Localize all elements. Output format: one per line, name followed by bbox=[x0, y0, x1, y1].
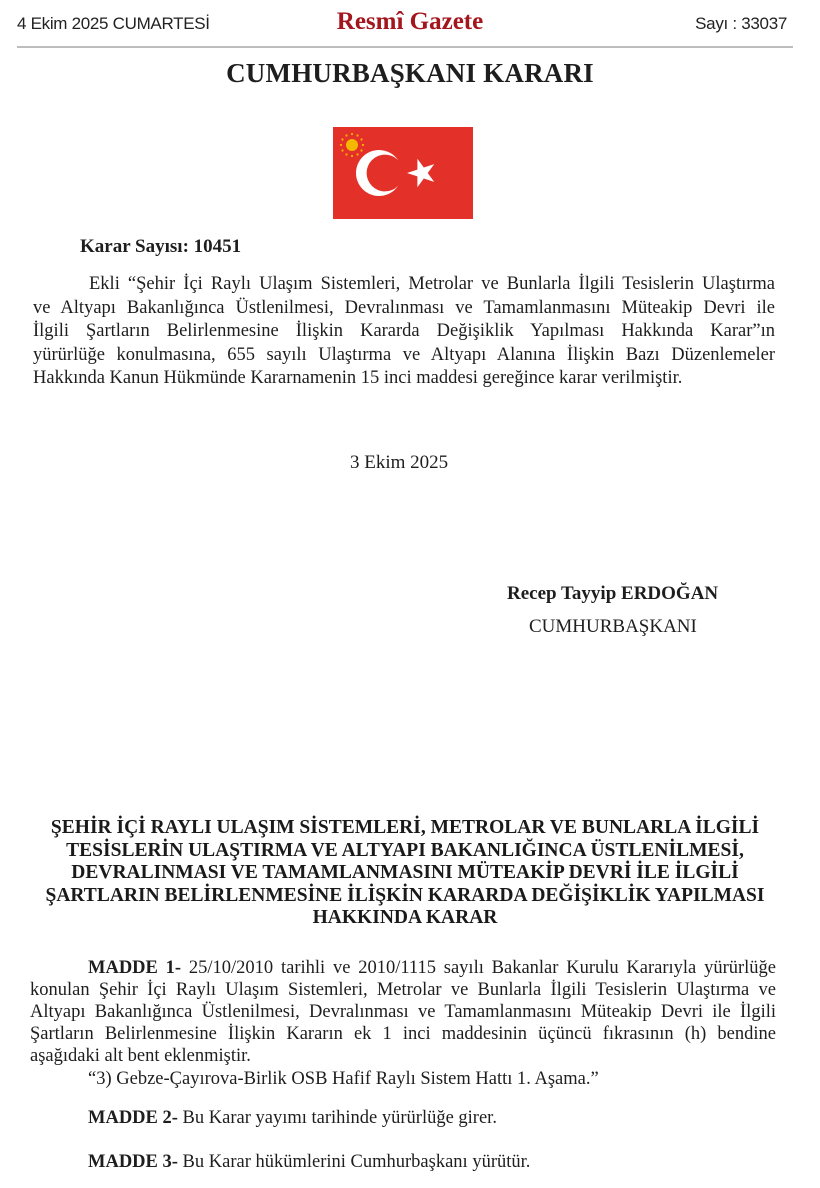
article-line: konulan Şehir İçi Raylı Ulaşım Sistemleri, Metrolar ve Bunlarla İlgili Tesislerin Ulaştırma ve bbox=[30, 980, 776, 1000]
article-3 bbox=[88, 1152, 530, 1173]
heading-line: TESİSLERİN ULAŞTIRMA VE ALTYAPI BAKANLIĞINCA ÜSTLENİLMESİ, bbox=[66, 839, 744, 861]
turkish-presidential-flag-icon bbox=[333, 127, 473, 219]
paragraph-line: yürürlüğe konulmasına, 655 sayılı Ulaştırma ve Altyapı Alanına İlişkin Bazı Düzenlemeler bbox=[33, 344, 775, 365]
article-label: MADDE 2- bbox=[88, 1108, 178, 1128]
header-divider bbox=[17, 46, 793, 48]
issue-number: Sayı : 33037 bbox=[695, 14, 787, 33]
paragraph-line: Ekli “Şehir İçi Raylı Ulaşım Sistemleri, Metrolar ve Bunlarla İlgili Tesislerin Ulaştırma bbox=[89, 274, 775, 294]
page-title: CUMHURBAŞKANI KARARI bbox=[226, 58, 594, 88]
article-text: Bu Karar hükümlerini Cumhurbaşkanı yürütür. bbox=[177, 1152, 531, 1172]
annex-heading bbox=[30, 817, 780, 930]
article-line bbox=[30, 957, 776, 979]
article-line: Altyapı Bakanlığınca Üstlenilmesi, Devralınması ve Tamamlanmasını Müteakip Devri ile İlgili bbox=[30, 1002, 776, 1022]
paragraph-line: ve Altyapı Bakanlığınca Üstlenilmesi, Devralınması ve Tamamlanmasını Müteakip Devri ile bbox=[33, 297, 775, 318]
heading-line: DEVRALINMASI VE TAMAMLANMASINI MÜTEAKİP DEVRİ İLE İLGİLİ bbox=[71, 862, 739, 883]
gazette-date: 4 Ekim 2025 CUMARTESİ bbox=[17, 14, 210, 33]
gazette-title: Resmî Gazete bbox=[336, 8, 484, 35]
article-line: Şartların Belirlenmesine İlişkin Kararın ek 1 inci maddesinin üçüncü fıkrasının (h) bendine bbox=[30, 1024, 776, 1044]
heading-line: ŞEHİR İÇİ RAYLI ULAŞIM SİSTEMLERİ, METROLAR VE BUNLARLA İLGİLİ bbox=[50, 817, 760, 838]
article-text: 25/10/2010 tarihli ve 2010/1115 sayılı Bakanlar Kurulu Kararıyla yürürlüğe bbox=[181, 958, 776, 978]
heading-line: HAKKINDA KARAR bbox=[312, 907, 498, 928]
article-1 bbox=[30, 957, 776, 1067]
decision-date: 3 Ekim 2025 bbox=[350, 452, 449, 473]
paragraph-line: Hakkında Kanun Hükmünde Kararnamenin 15 inci maddesi gereğince karar verilmiştir. bbox=[33, 368, 683, 388]
paragraph-line: İlgili Şartların Belirlenmesine İlişkin Kararda Değişiklik Yapılması Hakkında Karar”ın bbox=[33, 321, 775, 341]
signatory-name: Recep Tayyip ERDOĞAN bbox=[507, 583, 719, 604]
signatory-title: CUMHURBAŞKANI bbox=[529, 616, 697, 637]
article-label: MADDE 3- bbox=[88, 1152, 178, 1172]
article-2 bbox=[88, 1108, 497, 1129]
heading-line: ŞARTLARIN BELİRLENMESİNE İLİŞKİN KARARDA DEĞİŞİKLİK YAPILMASI bbox=[45, 884, 765, 906]
decision-paragraph bbox=[33, 273, 775, 391]
article-1-subclause: “3) Gebze-Çayırova-Birlik OSB Hafif Raylı Sistem Hattı 1. Aşama.” bbox=[88, 1069, 599, 1089]
article-line: aşağıdaki alt bent eklenmiştir. bbox=[30, 1046, 251, 1066]
decision-number: Karar Sayısı: 10451 bbox=[80, 236, 242, 257]
article-label: MADDE 1- bbox=[88, 958, 182, 978]
article-text: Bu Karar yayımı tarihinde yürürlüğe girer. bbox=[177, 1108, 497, 1128]
